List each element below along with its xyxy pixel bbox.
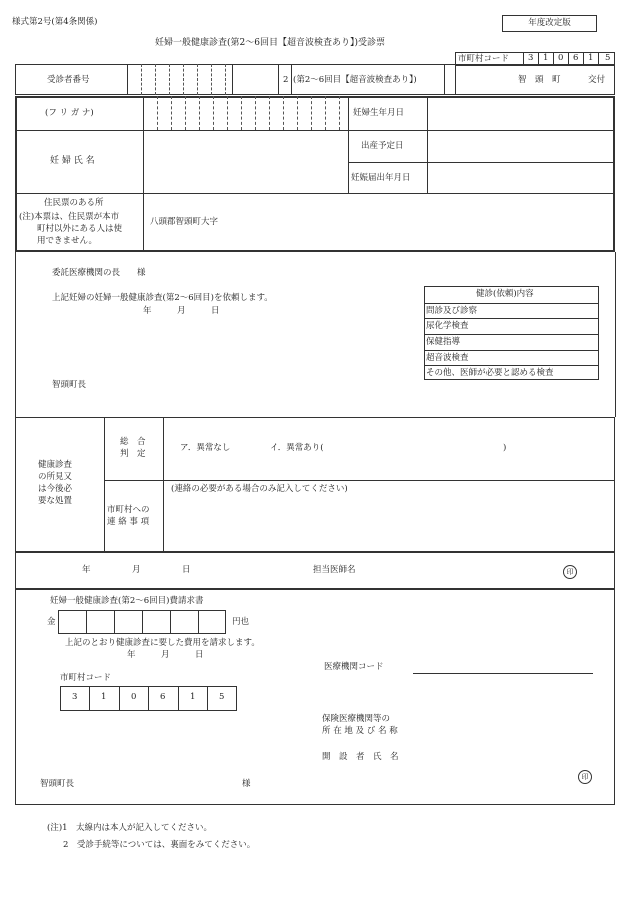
billing-sama: 様 [242, 779, 251, 789]
billing-claim: 上記のとおり健康診査に要した費用を請求します。 [65, 638, 260, 648]
request-mayor: 智頭町長 [52, 380, 87, 390]
checkup-item: その他、医師が必要と認める検査 [426, 368, 554, 378]
issuer-digit: 5 [605, 53, 611, 63]
founder-label: 開 設 者 氏 名 [322, 752, 399, 762]
overall-label-2: 判 定 [120, 449, 146, 459]
request-addressee: 委託医療機関の長 様 [52, 268, 146, 278]
findings-label-4: 要な処置 [38, 496, 73, 506]
note-1: (注)1 太線内は本人が記入してください。 [47, 823, 213, 833]
request-text: 上記妊婦の妊婦一般健康診査(第2～6回目)を依頼します。 [52, 293, 273, 303]
address-value: 八頭郡智頭町大字 [150, 217, 219, 227]
amount-prefix: 金 [47, 617, 56, 627]
issuer-digit: 1 [588, 53, 594, 63]
overall-label-1: 総 合 [120, 437, 146, 447]
furigana-label: (フ リ ガ ナ) [45, 108, 94, 118]
findings-label-3: は今後必 [38, 484, 73, 494]
issuer-digit: 1 [543, 53, 549, 63]
address-note-2: 町村以外にある人は使 [37, 224, 123, 234]
town-code-label: 市町村コード [60, 673, 112, 683]
checkup-item: 超音波検査 [426, 353, 469, 363]
insurer-label-2: 所 在 地 及 び 名 称 [322, 726, 398, 736]
issuing-town: 智 頭 町 [518, 75, 561, 85]
revision-box [502, 15, 597, 32]
issuer-digit: 0 [558, 53, 564, 63]
name-label: 妊 婦 氏 名 [50, 156, 95, 166]
findings-label-2: の所見又 [38, 472, 73, 482]
address-note-1: (注)本票は、住民票が本市 [19, 212, 120, 222]
town-code-digit: 1 [190, 692, 196, 702]
request-date: 年 月 日 [143, 306, 220, 316]
findings-label-1: 健康診査 [38, 460, 73, 470]
billing-title: 妊婦一般健康診査(第2～6回目)費請求書 [50, 596, 204, 606]
address-note-3: 用できません。 [37, 236, 98, 246]
checkup-item: 問診及び診察 [426, 306, 478, 316]
choice-abnormal: イ．異常あり( [270, 443, 324, 453]
issuer-digit: 3 [528, 53, 534, 63]
visit-number: 2 [283, 75, 289, 85]
doctor-day: 日 [182, 565, 191, 575]
birth-label: 妊婦生年月日 [353, 108, 405, 118]
seal-icon: 印 [563, 565, 577, 579]
form-number: 様式第2号(第4条関係) [12, 17, 98, 27]
visit-type: (第2～6回目【超音波検査あり】) [293, 75, 417, 85]
town-code-digit: 1 [101, 692, 107, 702]
checkup-item: 尿化学検査 [426, 321, 469, 331]
revision-label: 年度改定版 [528, 18, 571, 28]
seal-icon: 印 [578, 770, 592, 784]
doctor-month: 月 [132, 565, 141, 575]
town-code-digit: 0 [131, 692, 137, 702]
due-date-label: 出産予定日 [361, 141, 404, 151]
insurer-label-1: 保険医療機関等の [322, 714, 391, 724]
examinee-number-label: 受診者番号 [47, 75, 90, 85]
choice-close-paren: ) [503, 443, 507, 453]
checkup-content-title: 健診(依頼)内容 [476, 289, 534, 299]
town-code-digit: 5 [219, 692, 225, 702]
contact-label-1: 市町村への [107, 505, 150, 515]
billing-mayor: 智頭町長 [40, 779, 75, 789]
contact-label-2: 連 絡 事 項 [107, 517, 150, 527]
institution-code-line[interactable] [413, 673, 593, 674]
issued-label: 交付 [588, 75, 606, 85]
institution-code-label: 医療機関コード [324, 662, 384, 672]
issuer-digit: 6 [573, 53, 579, 63]
choice-normal: ア．異常なし [180, 443, 231, 453]
note-2: 2 受診手続等については、裏面をみてください。 [63, 840, 256, 850]
doctor-name-label: 担当医師名 [313, 565, 356, 575]
billing-date: 年 月 日 [127, 650, 204, 660]
town-code-digit: 3 [72, 692, 78, 702]
address-title: 住民票のある所 [44, 198, 104, 208]
amount-suffix: 円也 [232, 617, 250, 627]
checkup-item: 保健指導 [426, 337, 461, 347]
pregnancy-report-label: 妊娠届出年月日 [351, 173, 411, 183]
issuer-code-label: 市町村コード [458, 54, 510, 64]
form-title: 妊婦一般健康診査(第2～6回目【超音波検査あり】)受診票 [155, 38, 385, 48]
contact-note: (連絡の必要がある場合のみ記入してください) [171, 484, 348, 494]
doctor-year: 年 [82, 565, 91, 575]
town-code-digit: 6 [160, 692, 166, 702]
